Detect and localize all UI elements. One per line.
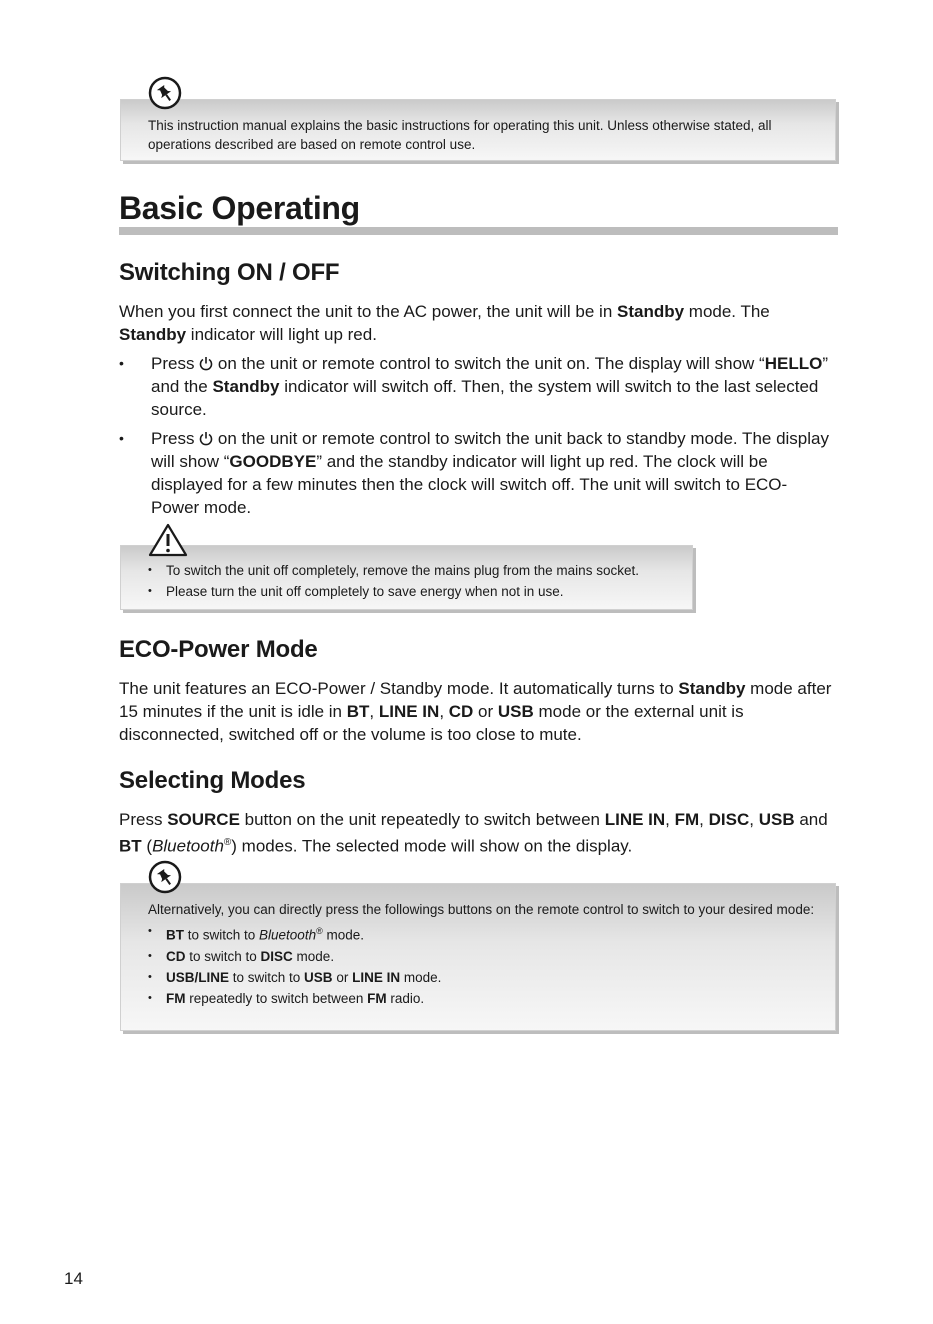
heading-eco: ECO-Power Mode xyxy=(119,636,318,663)
switching-bullet-on: • Press on the unit or remote control to switch the unit on. The display will show “HELLO” and the Standby indicator will switch off. Then, the system will switch to the last selected source. xyxy=(119,354,828,419)
warning-item: • Please turn the unit off completely to save energy when not in use. xyxy=(148,582,683,601)
eco-text: The unit features an ECO-Power / Standby mode. It automatically turns to Standby mode after 15 minutes if the unit is idle in BT, LINE IN, CD or USB mode or the external unit is disconnected, switched off or the volume is too close to mute. xyxy=(119,679,832,744)
heading-switching: Switching ON / OFF xyxy=(119,259,340,286)
power-icon xyxy=(199,356,213,371)
page-title: Basic Operating xyxy=(119,190,360,226)
heading-modes: Selecting Modes xyxy=(119,767,306,794)
warning-item: • To switch the unit off completely, remove the mains plug from the mains socket. xyxy=(148,561,683,580)
modes-text: Press SOURCE button on the unit repeatedly to switch between LINE IN, FM, DISC, USB and BT (Bluetooth®) modes. The selected mode will show on the display. xyxy=(119,810,828,856)
note-text: This instruction manual explains the basic instructions for operating this unit. Unless otherwise stated, all operations described are based on remote control use. xyxy=(148,118,772,152)
note-item-cd: • CD to switch to DISC mode. xyxy=(148,947,822,966)
pin-icon xyxy=(148,860,182,894)
warning-box xyxy=(120,545,693,610)
pin-icon xyxy=(148,76,182,110)
note-box-intro xyxy=(120,99,836,161)
note-item-usb: • USB/LINE to switch to USB or LINE IN mode. xyxy=(148,968,822,987)
note-item-bt: • BT to switch to Bluetooth® mode. xyxy=(148,922,822,945)
note-intro: Alternatively, you can directly press the followings buttons on the remote control to switch to your desired mode: xyxy=(148,902,815,917)
note-box-modes xyxy=(120,883,836,1031)
power-icon xyxy=(199,431,213,446)
switching-bullet-off: • Press on the unit or remote control to switch the unit back to standby mode. The display will show “GOODBYE” and the standby indicator will light up red. The clock will be displayed for a few minutes then the clock will switch off. The unit will switch to ECO-Power mode. xyxy=(119,429,829,517)
page-number: 14 xyxy=(64,1269,83,1288)
title-rule xyxy=(119,227,838,235)
warning-icon xyxy=(148,523,188,557)
note-item-fm: • FM repeatedly to switch between FM radio. xyxy=(148,989,822,1008)
switching-intro: When you first connect the unit to the AC power, the unit will be in Standby mode. The Standby indicator will light up red. xyxy=(119,302,770,344)
